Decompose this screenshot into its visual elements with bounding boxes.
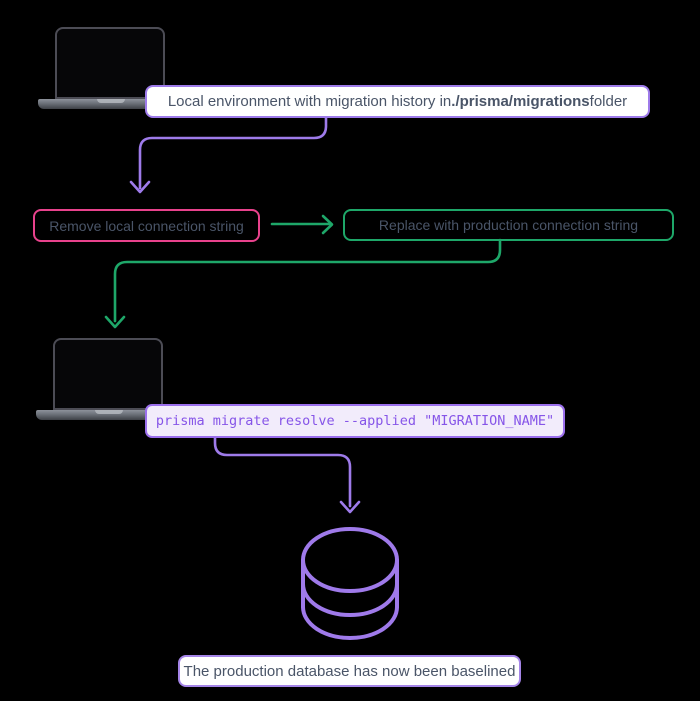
local-env-text: Local environment with migration history in xyxy=(167,93,452,110)
command-box xyxy=(145,404,565,438)
laptop-screen xyxy=(53,338,163,410)
database-icon xyxy=(303,529,397,638)
arrow-local-to-remove xyxy=(131,117,326,192)
local-env-text-after: folder xyxy=(589,93,628,110)
arrow-remove-to-replace xyxy=(272,216,332,233)
arrow-command-to-database xyxy=(215,438,359,512)
arrow-replace-to-laptop xyxy=(106,240,500,327)
local-env-path-text: ./prisma/migrations xyxy=(451,93,590,110)
laptop-notch xyxy=(97,99,125,103)
laptop-notch xyxy=(95,410,123,414)
remove-connection-label: Remove local connection string xyxy=(49,217,244,234)
command-text: prisma migrate resolve --applied "MIGRATION_NAME" xyxy=(155,413,555,429)
local-env-box xyxy=(145,85,650,118)
remove-connection-box xyxy=(33,209,260,242)
baselined-label: The production database has now been baselined xyxy=(183,662,516,680)
replace-connection-box xyxy=(343,209,674,241)
replace-connection-label: Replace with production connection string xyxy=(378,217,639,233)
baselined-box xyxy=(178,655,521,687)
